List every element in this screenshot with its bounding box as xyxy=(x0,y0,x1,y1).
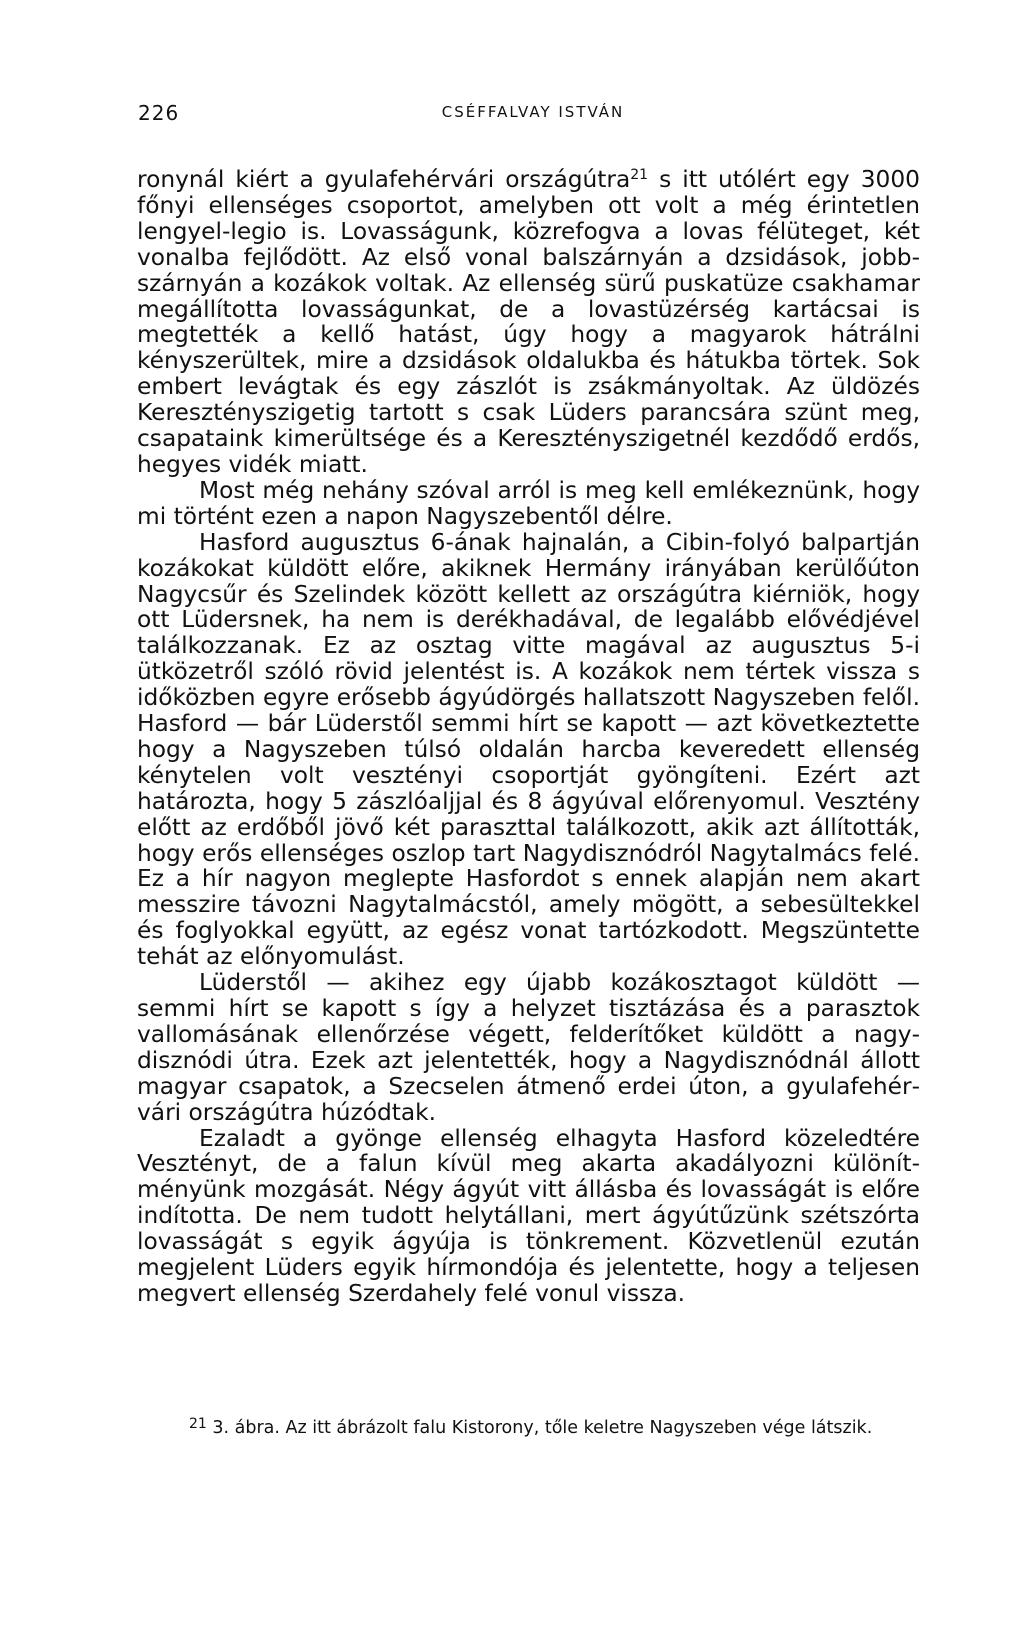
paragraph: Ezaladt a gyönge ellenség elhagyta Hasford közeledtére Vesztényt, de a falun kívül meg akarta akadályozni különítményünk mozgását. Négy ágyút vitt állásba és lovasságát is előre indította. De nem tudott helytállani, mert ágyútűzünk szétszórta lovasságát s egyik ágyúja is tönkrement. Közvetlenül ezután megjelent Lüders egyik hírmondója és jelentette, hogy a teljesen megvert ellenség Szerdahely felé vonul vissza. xyxy=(137,1124,920,1307)
paragraph-text: s itt utólért egy 3000 főnyi ellenséges csoportot, amelyben ott volt a még érintetlen lengyel-legio is. Lovasságunk, közrefogva a lovas félüteget, két vonalba fejlődött. Az első vonal balszárnyán a dzsidások, jobbszárnyán a kozákok voltak. Az ellenség sürű puskatüze csakhamar megállította lovasságunkat, de a lovastüzérség kartácsai is megtették a kellő hatást, úgy hogy a magyarok hátrálni kényszerültek, mire a dzsidások oldalukba és hátukba törtek. Sok embert levágtak és egy zászlót is zsákmányoltak. Az üldözés Keresztényszigetig tartott s csak Lüders parancsára szünt meg, csapataink kimerültsége és a Keresztényszigetnél kezdődő erdős, hegyes vidék miatt. xyxy=(137,166,920,478)
footnote-text: 3. ábra. Az itt ábrázolt falu Kistorony, tőle keletre Nagyszeben vége látszik. xyxy=(206,1418,873,1438)
paragraph: Most még nehány szóval arról is meg kell emlékeznünk, hogy mi történt ezen a napon Nagyszebentől délre. xyxy=(137,476,920,530)
footnote xyxy=(137,1417,920,1440)
page-header xyxy=(138,101,918,131)
paragraph xyxy=(137,167,920,478)
paragraph: Lüderstől — akihez egy újabb kozákosztagot küldött — semmi hírt se kapott s így a helyzet tisztázása és a parasztok vallomásának ellenőrzése végett, felderítőket küldött a nagydisznódi útra. Ezek azt jelentették, hogy a Nagydisznódnál állott magyar csapatok, a Szecselen átmenő erdei úton, a gyulafehérvári országútra húzódtak. xyxy=(137,969,920,1126)
body-text xyxy=(137,167,920,1307)
paragraph-text: ronynál kiért a gyulafehérvári országútra xyxy=(137,166,631,193)
running-head: CSÉFFALVAY ISTVÁN xyxy=(441,103,625,121)
paragraph: Hasford augusztus 6-ának hajnalán, a Cibin-folyó balpartján kozákokat küldött előre, akiknek Hermány irányában kerülőúton Nagycsűr és Szelindek között kellett az országútra kiérniök, hogy ott Lüdersnek, ha nem is derékhadával, de legalább elővédjével találkozzanak. Ez az osztag vitte magával az augusztus 5-i ütközetről szóló rövid jelentést is. A kozákok nem tértek vissza s időközben egyre erősebb ágyúdörgés hallatszott Nagyszeben felől. Hasford — bár Lüderstől semmi hírt se kapott — azt következtette hogy a Nagyszeben túlsó oldalán harcba keveredett ellenség kénytelen volt vesztényi csoportját gyöngíteni. Ezért azt határozta, hogy 5 zászlóaljjal és 8 ágyúval előrenyomul. Vesztény előtt az erdőből jövő két paraszttal találkozott, akik azt állították, hogy erős ellenséges oszlop tart Nagydisznódról Nagytalmács felé. Ez a hír nagyon meglepte Hasfordot s ennek alapján nem akart messzire távozni Nagytalmácstól, amely mögött, a sebesültekkel és foglyokkal együtt, az egész vonat tartózkodott. Megszüntette tehát az előnyomulást. xyxy=(137,528,920,971)
page-number: 226 xyxy=(138,101,180,125)
footnote-reference[interactable]: 21 xyxy=(630,166,649,183)
footnote-number: 21 xyxy=(189,1416,207,1433)
